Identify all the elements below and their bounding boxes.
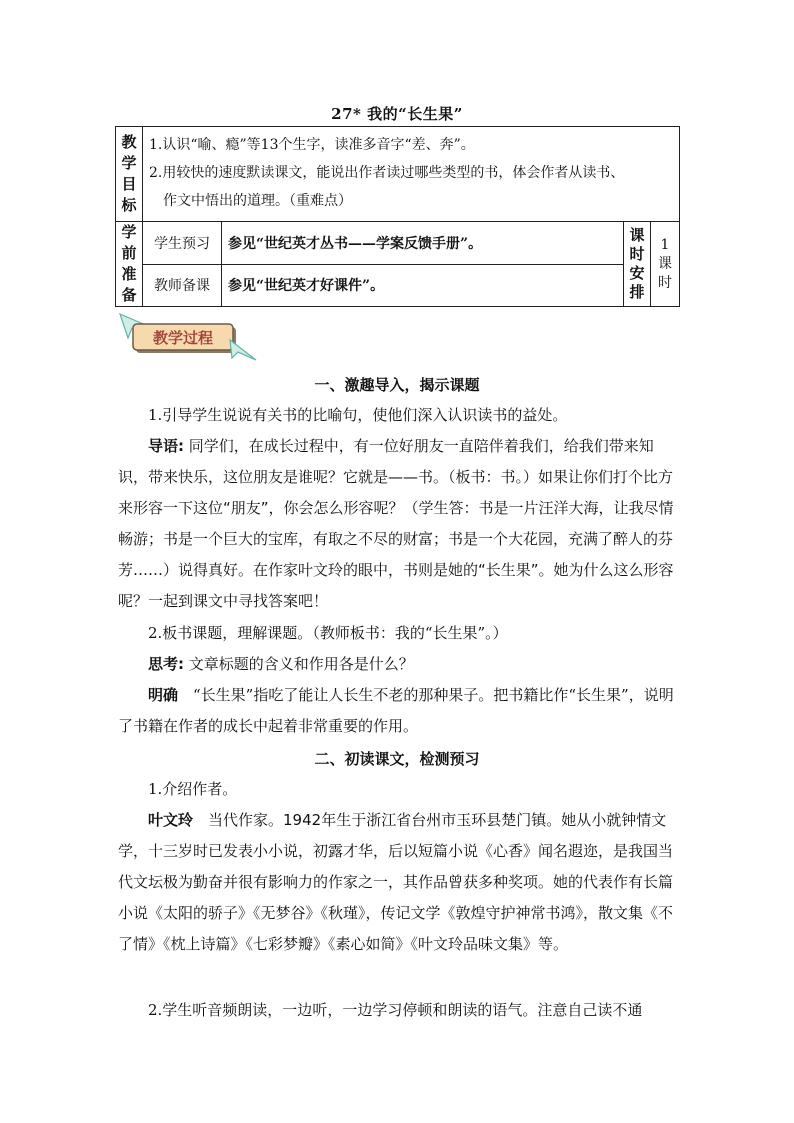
badge-text: 教学过程 (152, 329, 214, 347)
teacher-prep-value: 参见“世纪英才好课件”。 (222, 264, 624, 307)
teaching-process-badge (118, 312, 258, 362)
student-prep-value: 参见“世纪英才丛书——学案反馈手册”。 (222, 222, 624, 265)
lesson-header-char: 安 (629, 264, 645, 282)
prep-header-char: 前 (121, 244, 137, 262)
goal-2-line-2: 作文中悟出的道理。（重难点） (163, 193, 352, 209)
section-1-item-1: 1.引导学生说说有关书的比喻句，使他们深入认识读书的益处。 (148, 406, 568, 424)
prep-header (116, 222, 143, 307)
goals-header-char: 教 (121, 133, 137, 151)
student-prep-row (116, 222, 680, 265)
guide-paragraph (118, 431, 683, 617)
goals-header (116, 127, 143, 222)
section-2-item-2: 2.学生听音频朗读，一边听，一边学习停顿和朗读的语气。注意自己读不通 (148, 1001, 643, 1019)
lesson-value-char: 1 (660, 236, 670, 253)
clear-text: “长生果”指吃了能让人长生不老的那种果子。把书籍比作“长生果”，说明了书籍在作者的成长中起着非常重要的作用。 (118, 686, 674, 735)
clear-paragraph (118, 680, 683, 742)
goal-1: 1.认识“喻、瘾”等13个生字，读准多音字“差、奔”。 (149, 137, 475, 153)
section-2-heading: 二、初读课文，检测预习 (314, 750, 480, 768)
goals-header-char: 标 (121, 196, 137, 214)
lesson-value-char: 时 (658, 274, 672, 291)
prep-header-char: 备 (121, 286, 137, 304)
think-paragraph (118, 649, 683, 680)
prep-header-char: 准 (121, 265, 137, 283)
goals-row (116, 127, 680, 222)
prep-header-char: 学 (121, 223, 137, 241)
page-title: 27* 我的“长生果” (331, 105, 463, 123)
teacher-prep-row (116, 264, 680, 307)
student-prep-label: 学生预习 (143, 222, 222, 265)
lesson-plan-table (115, 126, 680, 307)
author-label: 叶文玲 (148, 811, 194, 829)
author-paragraph (118, 805, 683, 960)
guide-text: 同学们，在成长过程中，有一位好朋友一直陪伴着我们，给我们带来知识，带来快乐，这位朋友是谁呢？它就是——书。（板书：书。）如果让你们打个比方来形容一下这位“朋友”，你会怎么形容呢？（学生答：书是一片汪洋大海，让我尽情畅游；书是一个巨大的宝库，有取之不尽的财富；书是一个大花园，充满了醉人的芬芳……）说得真好。在作家叶文玲的眼中，书则是她的“长生果”。她为什么这么形容呢？一起到课文中寻找答案吧！ (118, 437, 674, 610)
lesson-value-char: 课 (658, 255, 672, 272)
teacher-prep-label: 教师备课 (143, 264, 222, 307)
think-label: 思考: (148, 655, 184, 673)
goal-2-line-1: 2.用较快的速度默读课文，能说出作者读过哪些类型的书，体会作者从读书、 (149, 165, 625, 181)
section-1-item-2: 2.板书课题，理解课题。（教师板书：我的“长生果”。） (148, 624, 508, 642)
lesson-header-char: 排 (629, 283, 645, 301)
think-text: 文章标题的含义和作用各是什么？ (184, 655, 414, 673)
guide-label: 导语: (148, 437, 184, 455)
author-text: 当代作家。1942年生于浙江省台州市玉环县楚门镇。她从小就钟情文学，十三岁时已发表小小说，初露才华，后以短篇小说《心香》闻名遐迩，是我国当代文坛极为勤奋并很有影响力的作家之一，其作品曾获多种奖项。她的代表作有长篇小说《太阳的骄子》《无梦谷》《秋瑾》，传记文学《敦煌守护神常书鸿》，散文集《不了情》《枕上诗篇》《七彩梦瓣》《素心如简》《叶文玲品味文集》等。 (118, 811, 674, 953)
section-1-heading: 一、激趣导入，揭示课题 (314, 376, 480, 394)
goals-cell (143, 127, 680, 222)
clear-label: 明确 (148, 686, 179, 704)
lesson-schedule-value (651, 222, 680, 307)
goals-header-char: 学 (121, 154, 137, 172)
section-2-item-1: 1.介绍作者。 (148, 780, 238, 798)
lesson-header-char: 时 (629, 245, 645, 263)
goals-header-char: 目 (121, 175, 137, 193)
lesson-header-char: 课 (629, 226, 645, 244)
paper-plane-right-icon (230, 340, 256, 360)
lesson-schedule-header (624, 222, 651, 307)
